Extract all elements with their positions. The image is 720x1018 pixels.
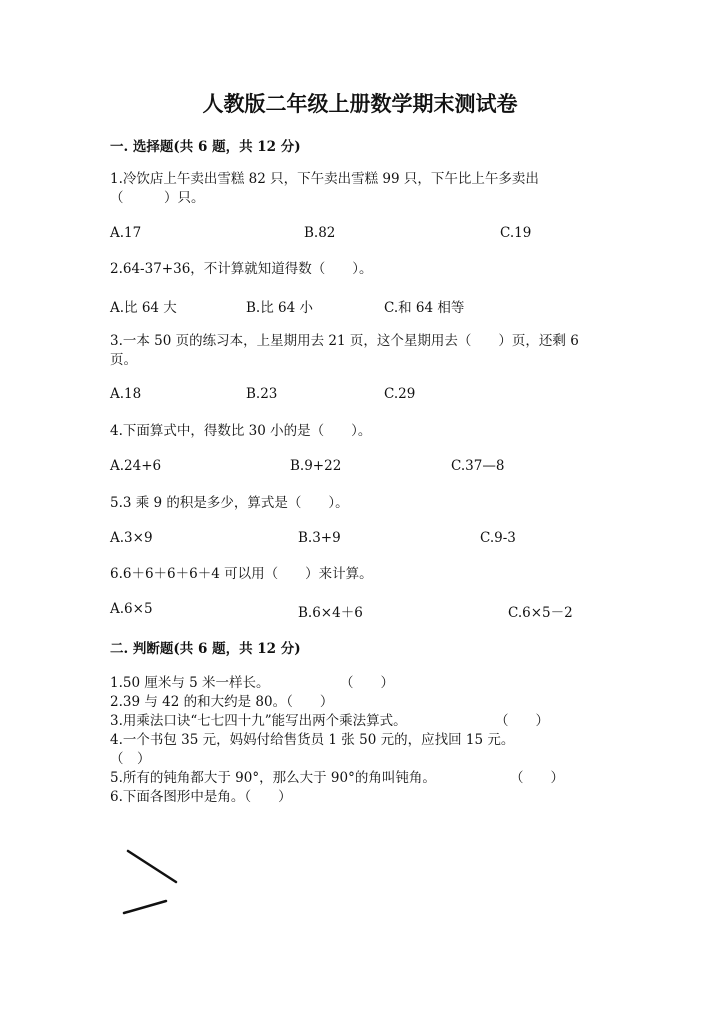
q3-option-b: B.23 bbox=[246, 386, 278, 402]
judge-item-1: 1.50 厘米与 5 米一样长。 bbox=[110, 675, 270, 691]
q4-option-a: A.24+6 bbox=[110, 458, 162, 474]
q3-option-c: C.29 bbox=[384, 386, 416, 402]
question-6-line-1: 6.6＋6＋6＋6＋4 可以用（ ）来计算。 bbox=[110, 566, 373, 582]
page-title: 人教版二年级上册数学期末测试卷 bbox=[202, 91, 518, 116]
question-2-line-1: 2.64-37+36，不计算就知道得数（ ）。 bbox=[110, 261, 373, 277]
question-5-line-1: 5.3 乘 9 的积是多少，算式是（ ）。 bbox=[110, 495, 349, 511]
q6-option-c: C.6×5－2 bbox=[508, 605, 573, 621]
section2-heading: 二. 判断题(共 6 题，共 12 分) bbox=[110, 641, 301, 657]
section1-heading: 一. 选择题(共 6 题，共 12 分) bbox=[110, 139, 301, 155]
judge-item-5-paren: （ ） bbox=[510, 770, 564, 786]
question-4-line-1: 4.下面算式中，得数比 30 小的是（ ）。 bbox=[110, 423, 372, 439]
q3-option-a: A.18 bbox=[110, 386, 142, 402]
q1-option-c: C.19 bbox=[500, 225, 532, 241]
question-3-line-2: 页。 bbox=[110, 352, 137, 368]
judge-item-4: 4.一个书包 35 元，妈妈付给售货员 1 张 50 元的，应找回 15 元。 bbox=[110, 732, 515, 748]
q5-option-a: A.3×9 bbox=[110, 530, 153, 546]
judge-item-3: 3.用乘法口诀“七七四十九”能写出两个乘法算式。 bbox=[110, 713, 407, 729]
angle-line-lower bbox=[124, 901, 166, 913]
q5-option-b: B.3+9 bbox=[298, 530, 341, 546]
judge-item-2: 2.39 与 42 的和大约是 80。（ ） bbox=[110, 694, 334, 710]
q4-option-b: B.9+22 bbox=[290, 458, 342, 474]
q5-option-c: C.9-3 bbox=[480, 530, 516, 546]
q1-option-a: A.17 bbox=[110, 225, 142, 241]
q2-option-c: C.和 64 相等 bbox=[384, 300, 465, 316]
question-3-line-1: 3.一本 50 页的练习本，上星期用去 21 页，这个星期用去（ ）页，还剩 6 bbox=[110, 333, 579, 349]
question-1-line-1: 1.冷饮店上午卖出雪糕 82 只，下午卖出雪糕 99 只，下午比上午多卖出 bbox=[110, 171, 539, 187]
judge-item-1-paren: （ ） bbox=[340, 675, 394, 691]
question-1-line-2: （ ）只。 bbox=[110, 190, 205, 206]
judge-item-4-paren: （ ） bbox=[110, 751, 151, 767]
q2-option-a: A.比 64 大 bbox=[110, 300, 177, 316]
angle-line-upper bbox=[128, 851, 176, 882]
q6-option-a: A.6×5 bbox=[110, 601, 153, 617]
q4-option-c: C.37—8 bbox=[451, 458, 505, 474]
judge-item-6: 6.下面各图形中是角。（ ） bbox=[110, 789, 292, 805]
q1-option-b: B.82 bbox=[304, 225, 336, 241]
q6-option-b: B.6×4＋6 bbox=[298, 605, 363, 621]
judge-item-3-paren: （ ） bbox=[495, 713, 549, 729]
judge-item-5: 5.所有的钝角都大于 90°，那么大于 90°的角叫钝角。 bbox=[110, 770, 436, 786]
q2-option-b: B.比 64 小 bbox=[246, 300, 313, 316]
